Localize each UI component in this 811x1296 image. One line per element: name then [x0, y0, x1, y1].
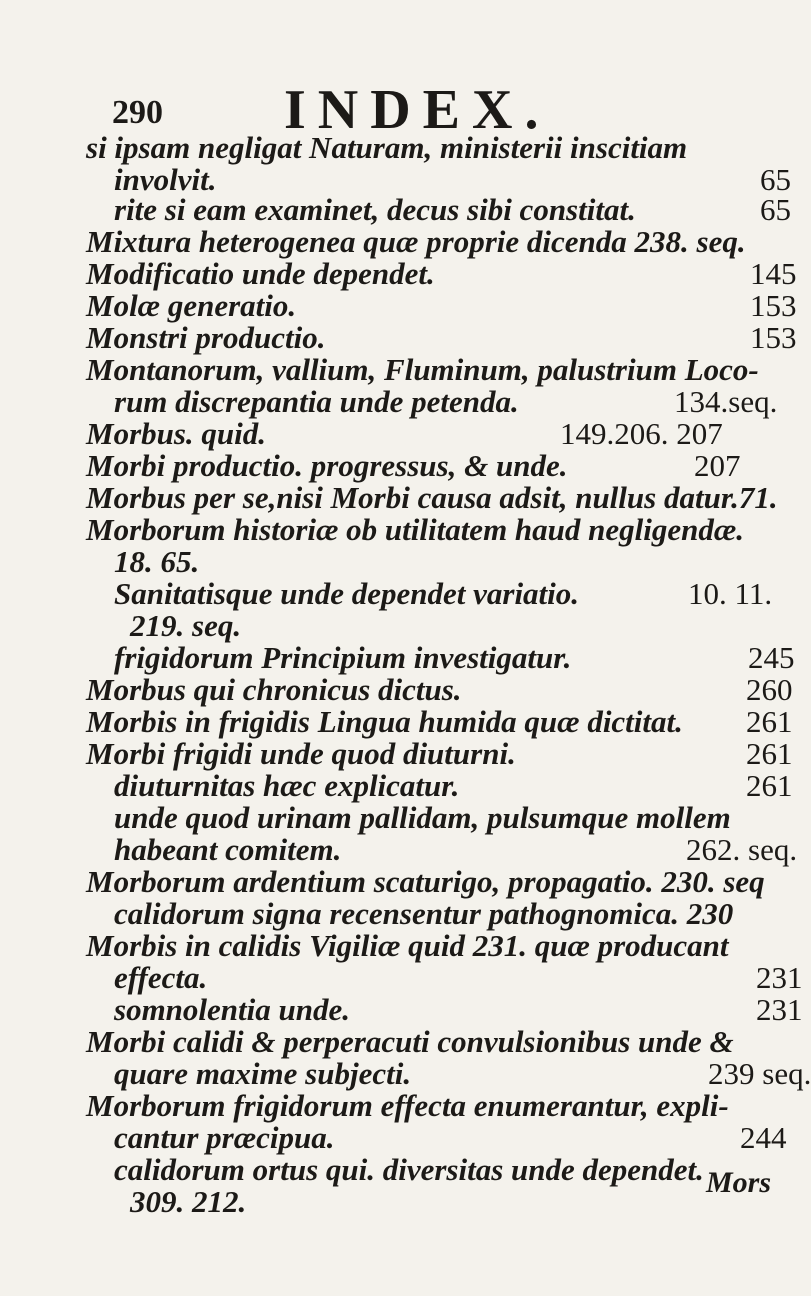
- entry-page-ref: 239 seq.: [708, 1056, 811, 1091]
- entry-text: si ipsam negligat Naturam, ministerii inscitiam: [86, 130, 688, 165]
- entry-text: 219. seq.: [130, 608, 242, 643]
- entry-page-ref: 261: [746, 736, 793, 771]
- entry-text: calidorum ortus qui. diversitas unde dependet.: [114, 1152, 704, 1187]
- entry-text: calidorum signa recensentur pathognomica. 230: [114, 896, 734, 931]
- entry-text: Monstri productio.: [86, 320, 326, 355]
- entry-text: Modificatio unde dependet.: [86, 256, 435, 291]
- entry-text: effecta.: [114, 960, 208, 995]
- entry-page-ref: 231: [756, 960, 803, 995]
- entry-text: Morbus per se,nisi Morbi causa adsit, nullus datur.71.: [86, 480, 778, 515]
- entry-page-ref: 153: [750, 288, 797, 323]
- entry-text: diuturnitas hæc explicatur.: [114, 768, 460, 803]
- entry-page-ref: 261: [746, 768, 793, 803]
- entry-text: quare maxime subjecti.: [114, 1056, 412, 1091]
- entry-page-ref: 262. seq.: [686, 832, 798, 867]
- entry-page-ref: 134.seq.: [674, 384, 778, 419]
- entry-text: Morborum historiæ ob utilitatem haud negligendæ.: [86, 512, 745, 547]
- catchword: Mors: [706, 1166, 772, 1199]
- entry-text: involvit.: [114, 162, 217, 197]
- entry-page-ref: 261: [746, 704, 793, 739]
- entry-text: Morbis in frigidis Lingua humida quæ dictitat.: [86, 704, 683, 739]
- entry-text: rum discrepantia unde petenda.: [114, 384, 519, 419]
- page-number: 290: [112, 94, 163, 131]
- entry-text: Molæ generatio.: [86, 288, 297, 323]
- entry-page-ref: 260: [746, 672, 793, 707]
- entry-page-ref: 245: [748, 640, 795, 675]
- entry-page-ref: 149.206. 207: [560, 416, 723, 451]
- entry-page-ref: 231: [756, 992, 803, 1027]
- entry-text: Mixtura heterogenea quæ proprie dicenda 238. seq.: [86, 224, 746, 259]
- entry-text: Morborum ardentium scaturigo, propagatio. 230. seq: [86, 864, 765, 899]
- entry-text: Morbis in calidis Vigiliæ quid 231. quæ producant: [86, 928, 729, 963]
- entry-text: frigidorum Principium investigatur.: [114, 640, 572, 675]
- entry-text: rite si eam examinet, decus sibi constitat.: [114, 192, 636, 227]
- entry-text: Morborum frigidorum effecta enumerantur, expli-: [86, 1088, 729, 1123]
- entry-page-ref: 65: [760, 162, 791, 197]
- entry-text: Morbus qui chronicus dictus.: [86, 672, 462, 707]
- entry-text: Morbi calidi & perperacuti convulsionibus unde &: [86, 1024, 734, 1059]
- entry-text: habeant comitem.: [114, 832, 342, 867]
- entry-text: Sanitatisque unde dependet variatio.: [114, 576, 580, 611]
- entry-page-ref: 207: [694, 448, 741, 483]
- entry-page-ref: 10. 11.: [688, 576, 773, 611]
- entry-page-ref: 244: [740, 1120, 787, 1155]
- entry-text: Montanorum, vallium, Fluminum, palustrium Loco-: [86, 352, 759, 387]
- entry-text: unde quod urinam pallidam, pulsumque mollem: [114, 800, 731, 835]
- entry-text: Morbi productio. progressus, & unde.: [86, 448, 568, 483]
- entry-text: 309. 212.: [130, 1184, 247, 1219]
- entry-text: 18. 65.: [114, 544, 200, 579]
- entry-text: cantur præcipua.: [114, 1120, 335, 1155]
- running-title: INDEX.: [284, 79, 551, 141]
- entry-page-ref: 153: [750, 320, 797, 355]
- entry-text: somnolentia unde.: [114, 992, 350, 1027]
- entry-page-ref: 145: [750, 256, 797, 291]
- entry-text: Morbus. quid.: [86, 416, 267, 451]
- entry-text: Morbi frigidi unde quod diuturni.: [86, 736, 516, 771]
- entry-page-ref: 65: [760, 192, 791, 227]
